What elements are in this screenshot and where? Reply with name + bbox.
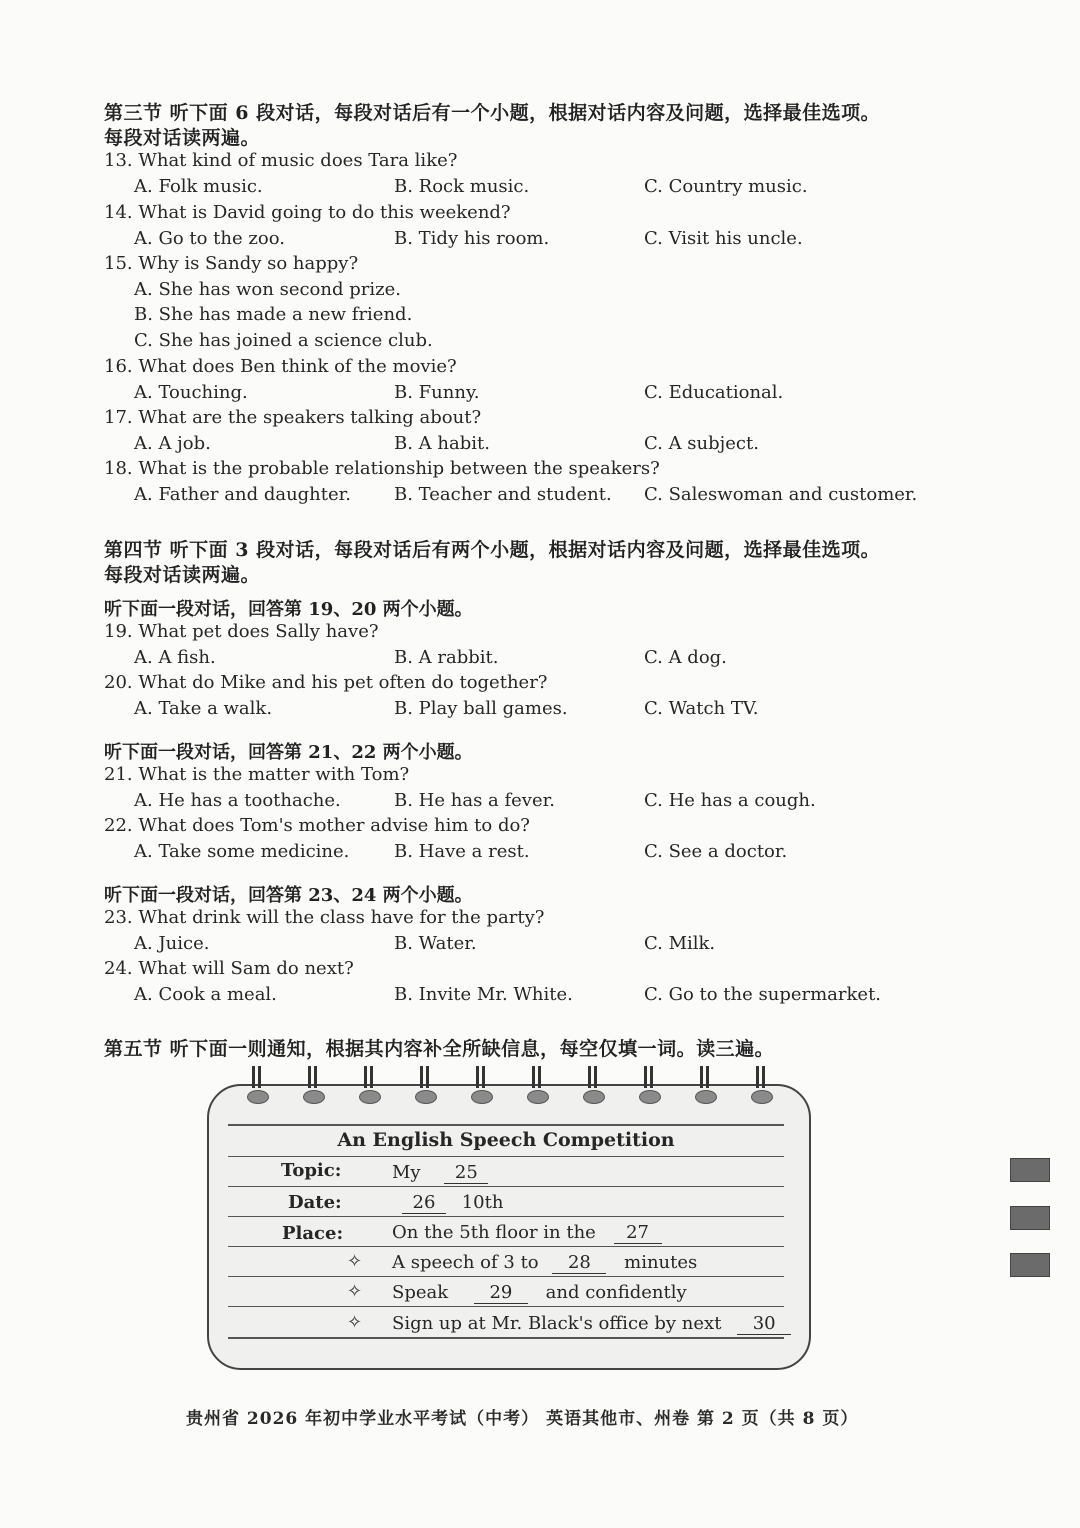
option-23b: B. Water. xyxy=(394,933,477,954)
option-18c: C. Saleswoman and customer. xyxy=(644,484,918,505)
blank-25[interactable]: 25 xyxy=(444,1162,488,1184)
option-20c: C. Watch TV. xyxy=(644,698,759,719)
topic-label: Topic: xyxy=(281,1160,342,1181)
option-15a: A. She has won second prize. xyxy=(134,279,401,300)
table-rule xyxy=(228,1186,784,1187)
option-15b: B. She has made a new friend. xyxy=(134,304,413,325)
blank-27[interactable]: 27 xyxy=(614,1222,662,1244)
bullet2-prefix: Speak xyxy=(392,1282,449,1303)
option-13c: C. Country music. xyxy=(644,176,808,197)
option-13b: B. Rock music. xyxy=(394,176,530,197)
bullet1-suffix: minutes xyxy=(624,1252,698,1273)
question-18: 18. What is the probable relationship between the speakers? xyxy=(104,458,660,479)
place-value xyxy=(392,1222,662,1244)
bullet3-prefix: Sign up at Mr. Black's office by next xyxy=(392,1313,722,1334)
page-footer: 贵州省 2026 年初中学业水平考试（中考） 英语其他市、州卷 第 2 页（共 8 页） xyxy=(186,1409,859,1429)
option-17c: C. A subject. xyxy=(644,433,759,454)
bullet1-prefix: A speech of 3 to xyxy=(392,1252,539,1273)
option-23c: C. Milk. xyxy=(644,933,716,954)
table-rule xyxy=(228,1337,784,1339)
blank-30[interactable]: 30 xyxy=(737,1313,791,1335)
table-rule xyxy=(228,1156,784,1157)
binder-ring-icon xyxy=(469,1066,493,1104)
option-24c: C. Go to the supermarket. xyxy=(644,984,882,1005)
option-17b: B. A habit. xyxy=(394,433,490,454)
dialogue-instruction-23-24: 听下面一段对话，回答第 23、24 两个小题。 xyxy=(104,885,473,906)
dialogue-instruction-19-20: 听下面一段对话，回答第 19、20 两个小题。 xyxy=(104,599,473,620)
option-20a: A. Take a walk. xyxy=(134,698,273,719)
question-20: 20. What do Mike and his pet often do together? xyxy=(104,672,548,693)
question-22: 22. What does Tom's mother advise him to do? xyxy=(104,815,530,836)
margin-tab xyxy=(1010,1158,1050,1182)
table-rule xyxy=(228,1246,784,1247)
binder-ring-icon xyxy=(357,1066,381,1104)
option-22a: A. Take some medicine. xyxy=(134,841,350,862)
question-14: 14. What is David going to do this weekend? xyxy=(104,202,511,223)
option-16b: B. Funny. xyxy=(394,382,480,403)
section3-heading-line1: 第三节 听下面 6 段对话，每段对话后有一个小题，根据对话内容及问题，选择最佳选项。 xyxy=(104,102,881,124)
question-13: 13. What kind of music does Tara like? xyxy=(104,150,458,171)
option-18a: A. Father and daughter. xyxy=(134,484,352,505)
blank-26[interactable]: 26 xyxy=(402,1192,446,1214)
blank-28[interactable]: 28 xyxy=(552,1252,606,1274)
option-18b: B. Teacher and student. xyxy=(394,484,612,505)
bullet2-suffix: and confidently xyxy=(545,1282,687,1303)
option-17a: A. A job. xyxy=(134,433,211,454)
option-22b: B. Have a rest. xyxy=(394,841,530,862)
option-21c: C. He has a cough. xyxy=(644,790,816,811)
topic-prefix: My xyxy=(392,1162,421,1183)
section5-heading: 第五节 听下面一则通知，根据其内容补全所缺信息，每空仅填一词。读三遍。 xyxy=(104,1038,775,1060)
diamond-bullet-icon: ✧ xyxy=(347,1251,363,1272)
topic-value xyxy=(392,1162,488,1184)
question-16: 16. What does Ben think of the movie? xyxy=(104,356,457,377)
question-23: 23. What drink will the class have for the party? xyxy=(104,907,545,928)
place-text: On the 5th floor in the xyxy=(392,1222,596,1243)
bullet-speech-length xyxy=(392,1252,697,1274)
option-14a: A. Go to the zoo. xyxy=(134,228,285,249)
binder-ring-icon xyxy=(245,1066,269,1104)
margin-tab xyxy=(1010,1206,1050,1230)
blank-29[interactable]: 29 xyxy=(474,1282,528,1304)
bullet-sign-up xyxy=(392,1313,791,1335)
option-20b: B. Play ball games. xyxy=(394,698,568,719)
place-label: Place: xyxy=(282,1223,344,1244)
binder-ring-icon xyxy=(693,1066,717,1104)
section4-heading-line1: 第四节 听下面 3 段对话，每段对话后有两个小题，根据对话内容及问题，选择最佳选项。 xyxy=(104,539,881,561)
binder-ring-icon xyxy=(581,1066,605,1104)
option-14b: B. Tidy his room. xyxy=(394,228,550,249)
bullet-speak-manner xyxy=(392,1282,687,1304)
table-rule xyxy=(228,1216,784,1217)
option-22c: C. See a doctor. xyxy=(644,841,788,862)
question-17: 17. What are the speakers talking about? xyxy=(104,407,482,428)
date-value xyxy=(402,1192,503,1214)
option-24a: A. Cook a meal. xyxy=(134,984,277,1005)
margin-tab xyxy=(1010,1253,1050,1277)
option-23a: A. Juice. xyxy=(134,933,210,954)
option-16a: A. Touching. xyxy=(134,382,248,403)
table-rule xyxy=(228,1124,784,1126)
option-16c: C. Educational. xyxy=(644,382,784,403)
question-24: 24. What will Sam do next? xyxy=(104,958,354,979)
binder-ring-icon xyxy=(525,1066,549,1104)
dialogue-instruction-21-22: 听下面一段对话，回答第 21、22 两个小题。 xyxy=(104,742,473,763)
option-21b: B. He has a fever. xyxy=(394,790,555,811)
option-19c: C. A dog. xyxy=(644,647,727,668)
date-label: Date: xyxy=(288,1192,342,1213)
date-suffix: 10th xyxy=(461,1192,504,1213)
binder-ring-icon xyxy=(749,1066,773,1104)
option-19b: B. A rabbit. xyxy=(394,647,499,668)
binder-ring-icon xyxy=(637,1066,661,1104)
question-21: 21. What is the matter with Tom? xyxy=(104,764,410,785)
section4-heading-line2: 每段对话读两遍。 xyxy=(104,564,261,586)
question-15: 15. Why is Sandy so happy? xyxy=(104,253,359,274)
diamond-bullet-icon: ✧ xyxy=(347,1312,363,1333)
diamond-bullet-icon: ✧ xyxy=(347,1281,363,1302)
card-title: An English Speech Competition xyxy=(337,1129,675,1151)
question-19: 19. What pet does Sally have? xyxy=(104,621,379,642)
option-19a: A. A fish. xyxy=(134,647,216,668)
binder-ring-icon xyxy=(301,1066,325,1104)
option-15c: C. She has joined a science club. xyxy=(134,330,433,351)
option-24b: B. Invite Mr. White. xyxy=(394,984,573,1005)
option-14c: C. Visit his uncle. xyxy=(644,228,803,249)
option-21a: A. He has a toothache. xyxy=(134,790,341,811)
table-rule xyxy=(228,1276,784,1277)
section3-heading-line2: 每段对话读两遍。 xyxy=(104,127,261,149)
table-rule xyxy=(228,1306,784,1307)
option-13a: A. Folk music. xyxy=(134,176,263,197)
binder-ring-icon xyxy=(413,1066,437,1104)
